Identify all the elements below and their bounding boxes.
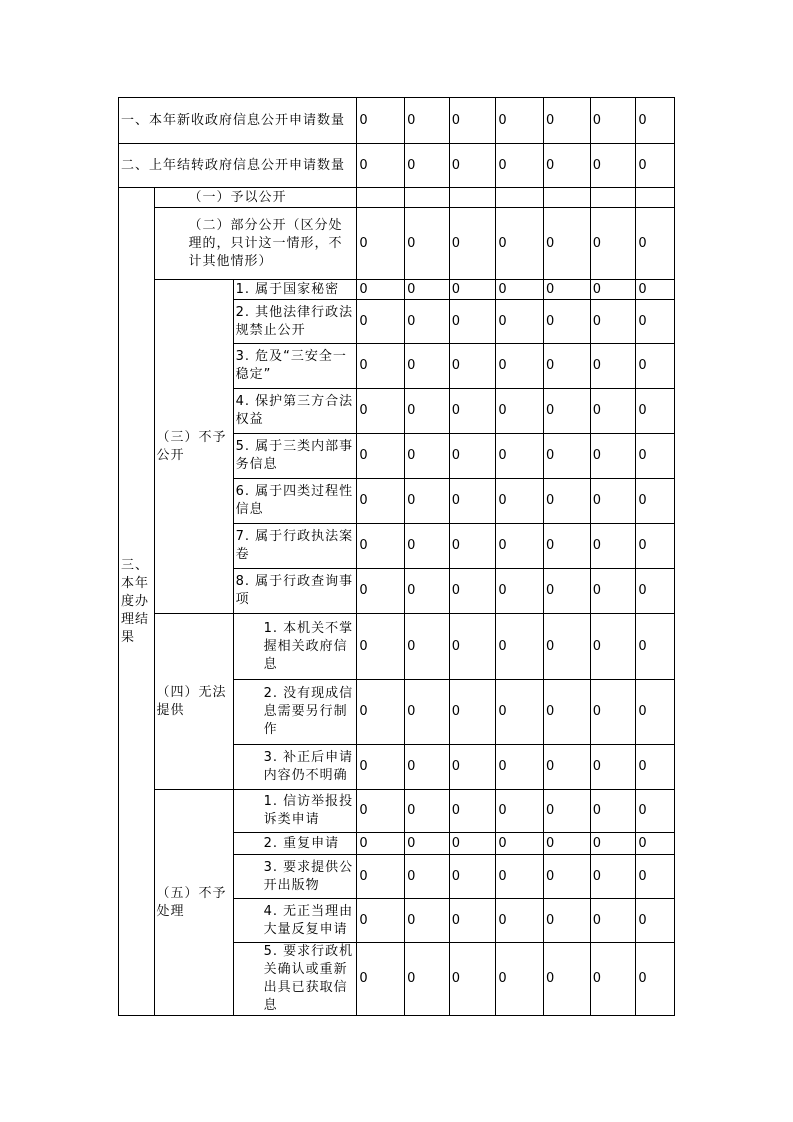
value-cell: 0 (496, 790, 544, 833)
value-cell: 0 (405, 524, 450, 569)
table-row (119, 614, 675, 680)
value-cell: 0 (544, 208, 591, 280)
value-cell: 0 (405, 98, 450, 144)
value-cell: 0 (496, 144, 544, 188)
item-label: 1. 信访举报投诉类申请 (233, 790, 357, 833)
value-cell: 0 (357, 144, 405, 188)
value-cell: 0 (544, 855, 591, 899)
value-cell: 0 (405, 833, 450, 855)
value-cell: 0 (496, 389, 544, 434)
value-cell: 0 (405, 855, 450, 899)
value-cell: 0 (590, 790, 636, 833)
value-cell: 0 (405, 300, 450, 344)
value-cell: 0 (405, 680, 450, 745)
value-cell: 0 (636, 855, 675, 899)
value-cell: 0 (590, 389, 636, 434)
value-cell: 0 (405, 208, 450, 280)
value-cell: 0 (496, 280, 544, 300)
item-label: 7. 属于行政执法案卷 (233, 524, 357, 569)
value-cell: 0 (449, 680, 496, 745)
value-cell: 0 (590, 98, 636, 144)
value-cell: 0 (449, 300, 496, 344)
value-cell: 0 (449, 144, 496, 188)
value-cell: 0 (590, 479, 636, 524)
value-cell: 0 (590, 833, 636, 855)
value-cell: 0 (449, 479, 496, 524)
value-cell: 0 (636, 98, 675, 144)
value-cell: 0 (449, 280, 496, 300)
value-cell: 0 (449, 434, 496, 479)
value-cell: 0 (449, 98, 496, 144)
value-cell: 0 (449, 344, 496, 389)
value-cell: 0 (636, 790, 675, 833)
value-cell: 0 (636, 569, 675, 614)
value-cell: 0 (636, 144, 675, 188)
value-cell: 0 (590, 300, 636, 344)
item-label: 8. 属于行政查询事项 (233, 569, 357, 614)
value-cell (405, 188, 450, 208)
value-cell: 0 (405, 144, 450, 188)
value-cell: 0 (590, 434, 636, 479)
value-cell: 0 (405, 479, 450, 524)
value-cell: 0 (636, 745, 675, 790)
value-cell: 0 (449, 745, 496, 790)
item-label: 6. 属于四类过程性信息 (233, 479, 357, 524)
value-cell: 0 (357, 943, 405, 1016)
value-cell: 0 (449, 855, 496, 899)
item-label: 3. 补正后申请内容仍不明确 (233, 745, 357, 790)
value-cell (449, 188, 496, 208)
value-cell: 0 (357, 790, 405, 833)
statistics-table (118, 97, 675, 1016)
value-cell: 0 (590, 280, 636, 300)
value-cell: 0 (544, 790, 591, 833)
section3-label: 三、本年度办理结果 (119, 188, 155, 1016)
value-cell: 0 (544, 943, 591, 1016)
not-public-label: （三）不予公开 (154, 280, 233, 614)
value-cell: 0 (357, 300, 405, 344)
value-cell (496, 188, 544, 208)
item-label: 5. 属于三类内部事务信息 (233, 434, 357, 479)
value-cell: 0 (544, 524, 591, 569)
item-label: 3. 危及“三安全一稳定” (233, 344, 357, 389)
not-processed-label: （五）不予处理 (154, 790, 233, 1016)
value-cell: 0 (405, 569, 450, 614)
value-cell: 0 (544, 569, 591, 614)
value-cell: 0 (449, 208, 496, 280)
value-cell: 0 (544, 614, 591, 680)
value-cell: 0 (590, 208, 636, 280)
value-cell: 0 (636, 943, 675, 1016)
value-cell: 0 (590, 144, 636, 188)
value-cell: 0 (357, 569, 405, 614)
value-cell: 0 (544, 389, 591, 434)
value-cell: 0 (496, 98, 544, 144)
value-cell: 0 (405, 614, 450, 680)
new-requests-label: 一、本年新收政府信息公开申请数量 (119, 98, 357, 144)
table-row (119, 208, 675, 280)
item-label: 4. 保护第三方合法权益 (233, 389, 357, 434)
value-cell: 0 (357, 745, 405, 790)
value-cell: 0 (544, 98, 591, 144)
value-cell: 0 (496, 614, 544, 680)
unable-label: （四）无法提供 (154, 614, 233, 790)
item-label: 1. 属于国家秘密 (233, 280, 357, 300)
value-cell: 0 (544, 745, 591, 790)
value-cell: 0 (590, 680, 636, 745)
value-cell: 0 (357, 899, 405, 943)
value-cell: 0 (449, 524, 496, 569)
value-cell: 0 (357, 389, 405, 434)
value-cell: 0 (357, 434, 405, 479)
value-cell: 0 (544, 280, 591, 300)
value-cell: 0 (636, 680, 675, 745)
value-cell: 0 (405, 899, 450, 943)
table-row (119, 280, 675, 300)
table-row (119, 98, 675, 144)
value-cell: 0 (636, 389, 675, 434)
value-cell: 0 (590, 524, 636, 569)
value-cell: 0 (590, 943, 636, 1016)
value-cell: 0 (357, 833, 405, 855)
value-cell: 0 (405, 434, 450, 479)
value-cell (544, 188, 591, 208)
value-cell: 0 (636, 434, 675, 479)
value-cell: 0 (544, 344, 591, 389)
value-cell: 0 (636, 300, 675, 344)
item-label: 4. 无正当理由大量反复申请 (233, 899, 357, 943)
value-cell: 0 (405, 943, 450, 1016)
value-cell: 0 (496, 434, 544, 479)
item-label: 5. 要求行政机关确认或重新出具已获取信息 (233, 943, 357, 1016)
value-cell: 0 (544, 833, 591, 855)
value-cell: 0 (405, 389, 450, 434)
value-cell: 0 (590, 855, 636, 899)
value-cell: 0 (544, 899, 591, 943)
value-cell: 0 (496, 300, 544, 344)
item-label: 2. 其他法律行政法规禁止公开 (233, 300, 357, 344)
value-cell: 0 (636, 899, 675, 943)
value-cell: 0 (544, 434, 591, 479)
value-cell: 0 (405, 790, 450, 833)
item-label: 1. 本机关不掌握相关政府信息 (233, 614, 357, 680)
value-cell: 0 (357, 680, 405, 745)
value-cell: 0 (357, 98, 405, 144)
value-cell: 0 (405, 280, 450, 300)
value-cell: 0 (590, 745, 636, 790)
value-cell: 0 (590, 614, 636, 680)
item-label: 3. 要求提供公开出版物 (233, 855, 357, 899)
value-cell: 0 (544, 300, 591, 344)
value-cell: 0 (496, 344, 544, 389)
value-cell: 0 (405, 745, 450, 790)
value-cell: 0 (496, 899, 544, 943)
value-cell: 0 (449, 569, 496, 614)
value-cell: 0 (357, 280, 405, 300)
value-cell: 0 (357, 524, 405, 569)
table-row (119, 144, 675, 188)
value-cell: 0 (636, 524, 675, 569)
value-cell: 0 (449, 389, 496, 434)
table-row (119, 790, 675, 833)
value-cell (590, 188, 636, 208)
value-cell: 0 (449, 614, 496, 680)
item-label: 2. 重复申请 (233, 833, 357, 855)
value-cell: 0 (496, 745, 544, 790)
value-cell: 0 (357, 855, 405, 899)
value-cell (636, 188, 675, 208)
value-cell: 0 (544, 144, 591, 188)
value-cell: 0 (496, 524, 544, 569)
value-cell: 0 (636, 344, 675, 389)
value-cell: 0 (357, 479, 405, 524)
item-label: 2. 没有现成信息需要另行制作 (233, 680, 357, 745)
value-cell: 0 (636, 614, 675, 680)
value-cell: 0 (636, 479, 675, 524)
value-cell: 0 (449, 790, 496, 833)
value-cell: 0 (357, 208, 405, 280)
value-cell: 0 (496, 943, 544, 1016)
table-row (119, 188, 675, 208)
value-cell: 0 (449, 833, 496, 855)
value-cell: 0 (636, 208, 675, 280)
value-cell: 0 (496, 479, 544, 524)
carried-requests-label: 二、上年结转政府信息公开申请数量 (119, 144, 357, 188)
value-cell: 0 (496, 208, 544, 280)
value-cell (357, 188, 405, 208)
value-cell: 0 (449, 899, 496, 943)
value-cell: 0 (590, 569, 636, 614)
value-cell: 0 (544, 680, 591, 745)
value-cell: 0 (357, 344, 405, 389)
value-cell: 0 (405, 344, 450, 389)
public-label: （一）予以公开 (154, 188, 357, 208)
value-cell: 0 (590, 899, 636, 943)
value-cell: 0 (590, 344, 636, 389)
value-cell: 0 (496, 833, 544, 855)
value-cell: 0 (636, 833, 675, 855)
value-cell: 0 (544, 479, 591, 524)
value-cell: 0 (636, 280, 675, 300)
value-cell: 0 (496, 680, 544, 745)
value-cell: 0 (449, 943, 496, 1016)
value-cell: 0 (496, 855, 544, 899)
partial-label: （二）部分公开（区分处理的，只计这一情形，不计其他情形） (154, 208, 357, 280)
value-cell: 0 (357, 614, 405, 680)
value-cell: 0 (496, 569, 544, 614)
